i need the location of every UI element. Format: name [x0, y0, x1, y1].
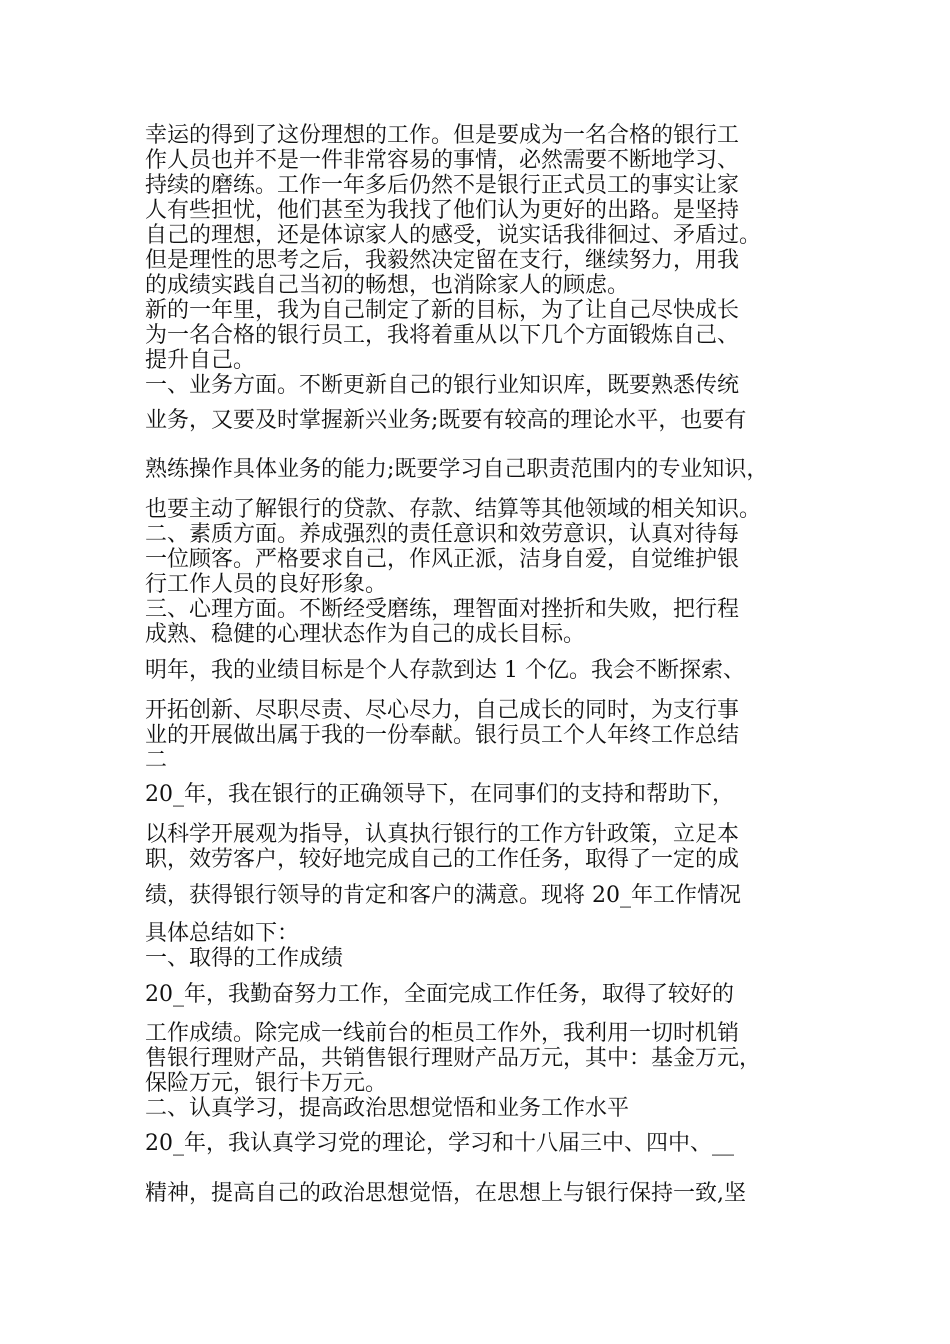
text-line: 二: [145, 748, 168, 773]
text-line: 作人员也并不是一件非常容易的事情，必然需要不断地学习、: [145, 148, 740, 173]
text-line: 一位顾客。严格要求自己，作风正派，洁身自爱，自觉维护银: [145, 547, 740, 572]
text-line: 精神，提高自己的政治思想觉悟，在思想上与银行保持一致,坚: [145, 1181, 746, 1206]
text-line: 一、业务方面。不断更新自己的银行业知识库，既要熟悉传统: [145, 373, 740, 398]
text-line: 自己的理想，还是体谅家人的感受，说实话我徘徊过、矛盾过。: [145, 223, 762, 248]
text-line: 熟练操作具体业务的能力;既要学习自己职责范围内的专业知识，: [145, 457, 769, 482]
text-line: 20_年，我认真学习党的理论，学习和十八届三中、四中、__: [145, 1131, 734, 1156]
text-line: 幸运的得到了这份理想的工作。但是要成为一名合格的银行工: [145, 123, 740, 148]
text-line: 20_年，我勤奋努力工作，全面完成工作任务，取得了较好的: [145, 982, 734, 1007]
text-line: 二、认真学习，提高政治思想觉悟和业务工作水平: [145, 1096, 630, 1121]
text-line: 但是理性的思考之后，我毅然决定留在支行，继续努力，用我: [145, 248, 740, 273]
text-line: 提升自己。: [145, 348, 256, 373]
text-line: 绩，获得银行领导的肯定和客户的满意。现将 20_年工作情况: [145, 883, 741, 908]
text-line: 人有些担忧，他们甚至为我找了他们认为更好的出路。是坚持: [145, 198, 740, 223]
text-line: 具体总结如下：: [145, 921, 300, 946]
text-line: 业务，又要及时掌握新兴业务;既要有较高的理论水平，也要有: [145, 408, 747, 433]
text-line: 一、取得的工作成绩: [145, 946, 344, 971]
text-line: 持续的磨练。工作一年多后仍然不是银行正式员工的事实让家: [145, 173, 740, 198]
text-line: 三、心理方面。不断经受磨练，理智面对挫折和失败，把行程: [145, 597, 740, 622]
text-line: 的成绩实践自己当初的畅想，也消除家人的顾虑。: [145, 273, 630, 298]
text-line: 以科学开展观为指导，认真执行银行的工作方针政策，立足本: [145, 822, 740, 847]
text-line: 新的一年里，我为自己制定了新的目标，为了让自己尽快成长: [145, 298, 740, 323]
text-line: 明年，我的业绩目标是个人存款到达 1 个亿。我会不断探索、: [145, 658, 745, 683]
text-line: 为一名合格的银行员工，我将着重从以下几个方面锻炼自己、: [145, 323, 740, 348]
text-line: 开拓创新、尽职尽责、尽心尽力，自己成长的同时，为支行事: [145, 698, 740, 723]
text-line: 二、素质方面。养成强烈的责任意识和效劳意识，认真对待每: [145, 522, 740, 547]
text-line: 售银行理财产品，共销售银行理财产品万元，其中：基金万元，: [145, 1046, 762, 1071]
text-line: 也要主动了解银行的贷款、存款、结算等其他领域的相关知识。: [145, 497, 762, 522]
text-line: 行工作人员的良好形象。: [145, 572, 388, 597]
text-line: 职，效劳客户，较好地完成自己的工作任务，取得了一定的成: [145, 847, 740, 872]
text-line: 成熟、稳健的心理状态作为自己的成长目标。: [145, 622, 586, 647]
text-line: 保险万元，银行卡万元。: [145, 1071, 388, 1096]
text-line: 20_年，我在银行的正确领导下，在同事们的支持和帮助下，: [145, 782, 734, 807]
text-line: 业的开展做出属于我的一份奉献。银行员工个人年终工作总结: [145, 723, 740, 748]
text-line: 工作成绩。除完成一线前台的柜员工作外，我利用一切时机销: [145, 1021, 740, 1046]
